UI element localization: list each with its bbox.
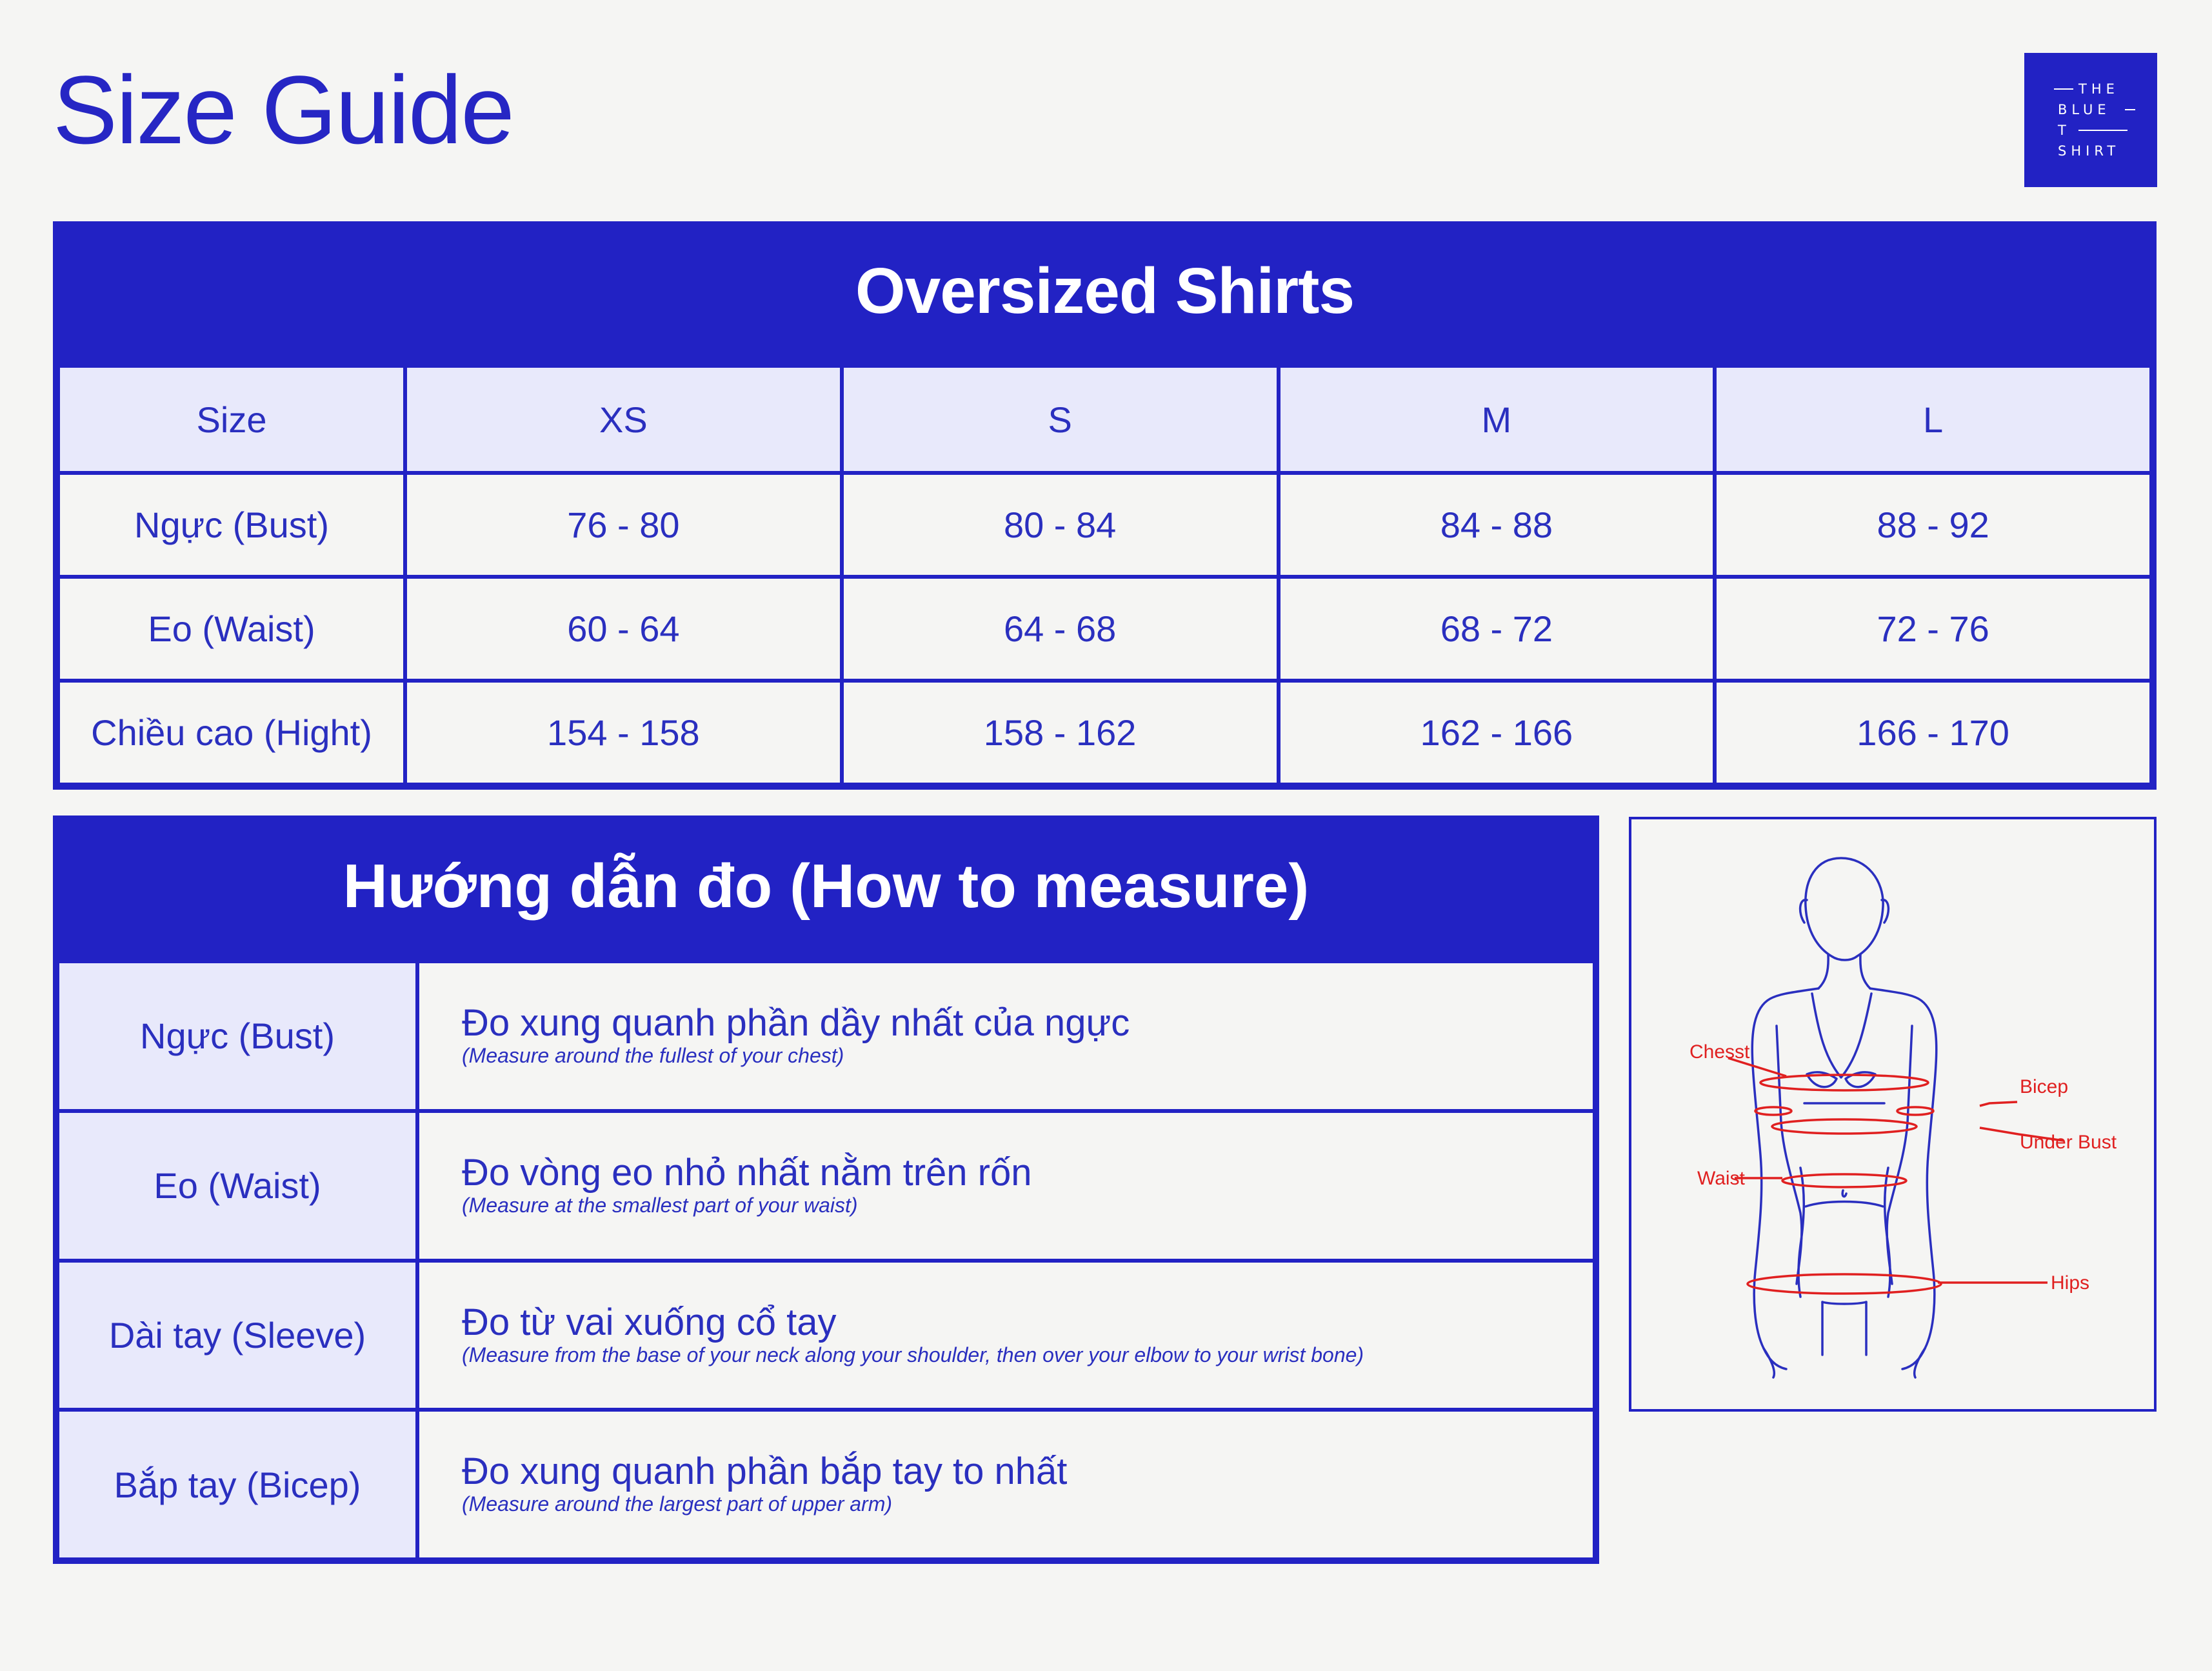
- size-cell: 72 - 76: [1715, 577, 2151, 681]
- body-illustration: [1631, 819, 2154, 1409]
- size-row-label: Chiều cao (Hight): [58, 681, 405, 785]
- size-cell: 154 - 158: [405, 681, 842, 785]
- measure-row-description: [417, 1410, 1595, 1559]
- size-cell: 68 - 72: [1279, 577, 1715, 681]
- body-measurement-figure: [1629, 817, 2157, 1412]
- label-bicep: Bicep: [2020, 1076, 2069, 1097]
- size-header-cell: L: [1715, 366, 2151, 473]
- label-waist: Waist: [1697, 1168, 1745, 1189]
- size-chart-table: [53, 361, 2157, 790]
- size-cell: 166 - 170: [1715, 681, 2151, 785]
- brand-logo: [2024, 53, 2157, 187]
- logo-line-2: BLUE: [2058, 102, 2111, 117]
- body-outline: [1752, 858, 1937, 1377]
- label-chest: Chesst: [1689, 1041, 1750, 1063]
- measure-row-bust: [57, 961, 1595, 1111]
- size-cell: 162 - 166: [1279, 681, 1715, 785]
- measurement-lines: [1728, 1058, 2064, 1294]
- size-header-cell: Size: [58, 366, 405, 473]
- size-cell: 60 - 64: [405, 577, 842, 681]
- measure-text-vi: Đo xung quanh phần bắp tay to nhất: [462, 1450, 1068, 1493]
- measure-row-description: [417, 1261, 1595, 1410]
- measure-guide-table: [53, 957, 1599, 1564]
- size-chart-title: Oversized Shirts: [53, 221, 2157, 361]
- size-row-label: Ngực (Bust): [58, 473, 405, 577]
- measure-row-label: Ngực (Bust): [57, 961, 417, 1111]
- measure-text-en: (Measure around the largest part of upper arm): [462, 1492, 892, 1516]
- measure-row-label: Eo (Waist): [57, 1111, 417, 1261]
- measure-row-sleeve: [57, 1261, 1595, 1410]
- size-cell: 76 - 80: [405, 473, 842, 577]
- size-cell: 84 - 88: [1279, 473, 1715, 577]
- measure-text-vi: Đo từ vai xuống cổ tay: [462, 1301, 837, 1343]
- size-cell: 88 - 92: [1715, 473, 2151, 577]
- under-bust-measure-line: [1772, 1119, 1917, 1134]
- measure-row-label: Bắp tay (Bicep): [57, 1410, 417, 1559]
- measure-row-description: [417, 961, 1595, 1111]
- size-row-waist: [58, 577, 2151, 681]
- label-under-bust: Under Bust: [2020, 1132, 2117, 1153]
- size-cell: 158 - 162: [842, 681, 1279, 785]
- measure-text-en: (Measure at the smallest part of your waist): [462, 1193, 858, 1217]
- size-header-row: [58, 366, 2151, 473]
- measure-text-en: (Measure around the fullest of your chest): [462, 1044, 844, 1068]
- measure-row-description: [417, 1111, 1595, 1261]
- page-title: Size Guide: [53, 55, 513, 164]
- hips-measure-line: [1748, 1274, 1941, 1294]
- measure-text-vi: Đo xung quanh phần dầy nhất của ngực: [462, 1002, 1130, 1045]
- size-cell: 64 - 68: [842, 577, 1279, 681]
- logo-line-4: SHIRT: [2058, 143, 2120, 159]
- measure-row-waist: [57, 1111, 1595, 1261]
- size-row-height: [58, 681, 2151, 785]
- waist-measure-line: [1782, 1174, 1906, 1187]
- size-header-cell: S: [842, 366, 1279, 473]
- measure-row-label: Dài tay (Sleeve): [57, 1261, 417, 1410]
- logo-line-3: T: [2058, 123, 2071, 138]
- size-row-bust: [58, 473, 2151, 577]
- label-hips: Hips: [2051, 1272, 2090, 1294]
- chest-measure-line: [1760, 1075, 1928, 1090]
- bicep-right-measure-line: [1897, 1107, 1933, 1115]
- size-header-cell: M: [1279, 366, 1715, 473]
- size-cell: 80 - 84: [842, 473, 1279, 577]
- bicep-left-measure-line: [1755, 1107, 1791, 1115]
- measure-guide-title: Hướng dẫn đo (How to measure): [53, 815, 1599, 957]
- logo-line-1: THE: [2078, 81, 2119, 97]
- measure-text-en: (Measure from the base of your neck along your shoulder, then over your elbow to your wrist bone): [462, 1343, 1364, 1366]
- measure-row-bicep: [57, 1410, 1595, 1559]
- size-header-cell: XS: [405, 366, 842, 473]
- size-row-label: Eo (Waist): [58, 577, 405, 681]
- measure-text-vi: Đo vòng eo nhỏ nhất nằm trên rốn: [462, 1151, 1032, 1194]
